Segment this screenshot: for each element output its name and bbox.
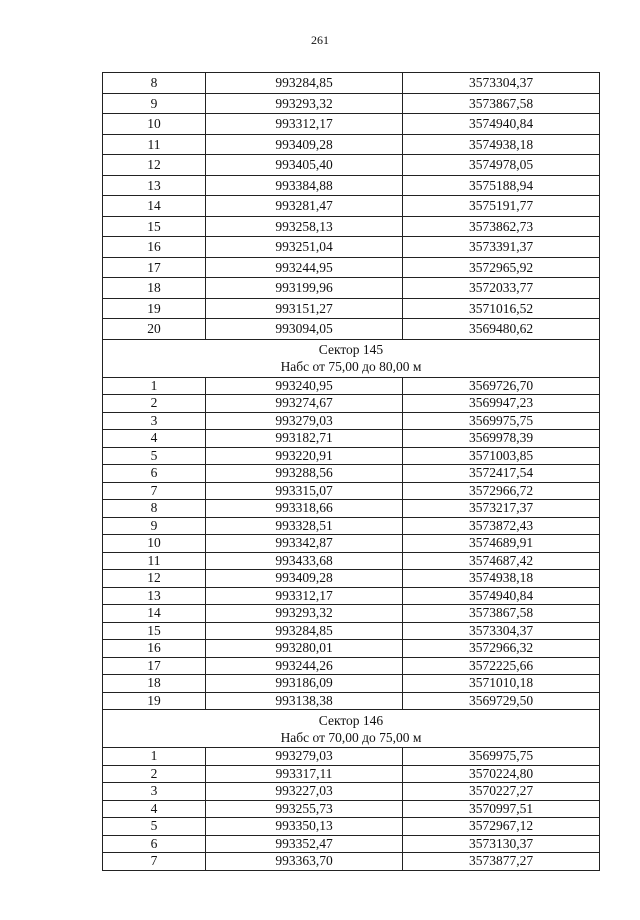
point-number-cell: 6 xyxy=(103,835,206,853)
table-row xyxy=(103,657,600,675)
table-row xyxy=(103,430,600,448)
table-row xyxy=(103,640,600,658)
point-number-cell: 1 xyxy=(103,748,206,766)
y-coordinate-cell: 3573862,73 xyxy=(403,216,600,237)
x-coordinate-cell: 993312,17 xyxy=(206,114,403,135)
table-row xyxy=(103,114,600,135)
y-coordinate-cell: 3571016,52 xyxy=(403,298,600,319)
point-number-cell: 4 xyxy=(103,800,206,818)
x-coordinate-cell: 993405,40 xyxy=(206,155,403,176)
y-coordinate-cell: 3574978,05 xyxy=(403,155,600,176)
coordinates-table xyxy=(102,72,600,871)
sector-header-row xyxy=(103,339,600,377)
table-row xyxy=(103,412,600,430)
table-row xyxy=(103,765,600,783)
point-number-cell: 11 xyxy=(103,552,206,570)
point-number-cell: 2 xyxy=(103,765,206,783)
y-coordinate-cell: 3569947,23 xyxy=(403,395,600,413)
x-coordinate-cell: 993433,68 xyxy=(206,552,403,570)
x-coordinate-cell: 993138,38 xyxy=(206,692,403,710)
y-coordinate-cell: 3569480,62 xyxy=(403,319,600,340)
table-row xyxy=(103,175,600,196)
point-number-cell: 1 xyxy=(103,377,206,395)
point-number-cell: 18 xyxy=(103,278,206,299)
table-row xyxy=(103,196,600,217)
y-coordinate-cell: 3573304,37 xyxy=(403,73,600,94)
table-row xyxy=(103,377,600,395)
x-coordinate-cell: 993151,27 xyxy=(206,298,403,319)
x-coordinate-cell: 993186,09 xyxy=(206,675,403,693)
point-number-cell: 9 xyxy=(103,517,206,535)
y-coordinate-cell: 3571010,18 xyxy=(403,675,600,693)
y-coordinate-cell: 3571003,85 xyxy=(403,447,600,465)
point-number-cell: 13 xyxy=(103,587,206,605)
point-number-cell: 15 xyxy=(103,622,206,640)
table-row xyxy=(103,853,600,871)
x-coordinate-cell: 993281,47 xyxy=(206,196,403,217)
x-coordinate-cell: 993284,85 xyxy=(206,73,403,94)
x-coordinate-cell: 993409,28 xyxy=(206,570,403,588)
x-coordinate-cell: 993342,87 xyxy=(206,535,403,553)
table-row xyxy=(103,278,600,299)
y-coordinate-cell: 3574940,84 xyxy=(403,114,600,135)
table-row xyxy=(103,552,600,570)
table-row xyxy=(103,587,600,605)
sector-title: Сектор 146 xyxy=(318,712,384,728)
point-number-cell: 14 xyxy=(103,605,206,623)
sector-header-row xyxy=(103,710,600,748)
table-row xyxy=(103,800,600,818)
point-number-cell: 5 xyxy=(103,818,206,836)
x-coordinate-cell: 993350,13 xyxy=(206,818,403,836)
x-coordinate-cell: 993363,70 xyxy=(206,853,403,871)
x-coordinate-cell: 993315,07 xyxy=(206,482,403,500)
y-coordinate-cell: 3574940,84 xyxy=(403,587,600,605)
table-row xyxy=(103,134,600,155)
point-number-cell: 16 xyxy=(103,640,206,658)
x-coordinate-cell: 993199,96 xyxy=(206,278,403,299)
point-number-cell: 17 xyxy=(103,257,206,278)
sector-header-cell xyxy=(103,710,600,748)
table-row xyxy=(103,748,600,766)
y-coordinate-cell: 3575188,94 xyxy=(403,175,600,196)
table-row xyxy=(103,319,600,340)
point-number-cell: 19 xyxy=(103,692,206,710)
x-coordinate-cell: 993284,85 xyxy=(206,622,403,640)
sector-elevation-range: Набс от 70,00 до 75,00 м xyxy=(280,729,422,745)
y-coordinate-cell: 3572417,54 xyxy=(403,465,600,483)
y-coordinate-cell: 3574938,18 xyxy=(403,134,600,155)
y-coordinate-cell: 3570227,27 xyxy=(403,783,600,801)
x-coordinate-cell: 993279,03 xyxy=(206,748,403,766)
point-number-cell: 8 xyxy=(103,73,206,94)
y-coordinate-cell: 3574689,91 xyxy=(403,535,600,553)
point-number-cell: 10 xyxy=(103,114,206,135)
y-coordinate-cell: 3570997,51 xyxy=(403,800,600,818)
table-row xyxy=(103,465,600,483)
point-number-cell: 4 xyxy=(103,430,206,448)
y-coordinate-cell: 3573867,58 xyxy=(403,605,600,623)
sector-header-cell xyxy=(103,339,600,377)
x-coordinate-cell: 993220,91 xyxy=(206,447,403,465)
table-row xyxy=(103,675,600,693)
point-number-cell: 5 xyxy=(103,447,206,465)
point-number-cell: 17 xyxy=(103,657,206,675)
x-coordinate-cell: 993255,73 xyxy=(206,800,403,818)
y-coordinate-cell: 3573877,27 xyxy=(403,853,600,871)
point-number-cell: 6 xyxy=(103,465,206,483)
y-coordinate-cell: 3572225,66 xyxy=(403,657,600,675)
y-coordinate-cell: 3574687,42 xyxy=(403,552,600,570)
x-coordinate-cell: 993384,88 xyxy=(206,175,403,196)
y-coordinate-cell: 3570224,80 xyxy=(403,765,600,783)
x-coordinate-cell: 993288,56 xyxy=(206,465,403,483)
point-number-cell: 14 xyxy=(103,196,206,217)
sector-elevation-range: Набс от 75,00 до 80,00 м xyxy=(280,359,422,374)
point-number-cell: 3 xyxy=(103,783,206,801)
table-row xyxy=(103,447,600,465)
table-row xyxy=(103,500,600,518)
y-coordinate-cell: 3569975,75 xyxy=(403,412,600,430)
x-coordinate-cell: 993293,32 xyxy=(206,93,403,114)
point-number-cell: 7 xyxy=(103,482,206,500)
table-row xyxy=(103,482,600,500)
coordinates-table-body xyxy=(103,73,600,871)
table-row xyxy=(103,93,600,114)
table-row xyxy=(103,73,600,94)
y-coordinate-cell: 3573304,37 xyxy=(403,622,600,640)
y-coordinate-cell: 3574938,18 xyxy=(403,570,600,588)
point-number-cell: 3 xyxy=(103,412,206,430)
x-coordinate-cell: 993317,11 xyxy=(206,765,403,783)
table-row xyxy=(103,692,600,710)
x-coordinate-cell: 993240,95 xyxy=(206,377,403,395)
x-coordinate-cell: 993244,26 xyxy=(206,657,403,675)
x-coordinate-cell: 993293,32 xyxy=(206,605,403,623)
table-row xyxy=(103,535,600,553)
x-coordinate-cell: 993280,01 xyxy=(206,640,403,658)
y-coordinate-cell: 3573872,43 xyxy=(403,517,600,535)
x-coordinate-cell: 993258,13 xyxy=(206,216,403,237)
point-number-cell: 2 xyxy=(103,395,206,413)
y-coordinate-cell: 3573391,37 xyxy=(403,237,600,258)
y-coordinate-cell: 3573867,58 xyxy=(403,93,600,114)
point-number-cell: 16 xyxy=(103,237,206,258)
point-number-cell: 12 xyxy=(103,155,206,176)
x-coordinate-cell: 993274,67 xyxy=(206,395,403,413)
y-coordinate-cell: 3569729,50 xyxy=(403,692,600,710)
point-number-cell: 13 xyxy=(103,175,206,196)
x-coordinate-cell: 993251,04 xyxy=(206,237,403,258)
x-coordinate-cell: 993318,66 xyxy=(206,500,403,518)
point-number-cell: 7 xyxy=(103,853,206,871)
x-coordinate-cell: 993244,95 xyxy=(206,257,403,278)
point-number-cell: 18 xyxy=(103,675,206,693)
x-coordinate-cell: 993352,47 xyxy=(206,835,403,853)
y-coordinate-cell: 3573217,37 xyxy=(403,500,600,518)
y-coordinate-cell: 3569978,39 xyxy=(403,430,600,448)
table-row xyxy=(103,818,600,836)
y-coordinate-cell: 3569975,75 xyxy=(403,748,600,766)
x-coordinate-cell: 993227,03 xyxy=(206,783,403,801)
x-coordinate-cell: 993279,03 xyxy=(206,412,403,430)
x-coordinate-cell: 993094,05 xyxy=(206,319,403,340)
y-coordinate-cell: 3572033,77 xyxy=(403,278,600,299)
table-row xyxy=(103,622,600,640)
y-coordinate-cell: 3572965,92 xyxy=(403,257,600,278)
point-number-cell: 12 xyxy=(103,570,206,588)
table-row xyxy=(103,298,600,319)
table-row xyxy=(103,257,600,278)
y-coordinate-cell: 3572966,72 xyxy=(403,482,600,500)
x-coordinate-cell: 993328,51 xyxy=(206,517,403,535)
point-number-cell: 11 xyxy=(103,134,206,155)
table-row xyxy=(103,395,600,413)
table-row xyxy=(103,605,600,623)
sector-title: Сектор 145 xyxy=(318,342,384,357)
y-coordinate-cell: 3573130,37 xyxy=(403,835,600,853)
point-number-cell: 10 xyxy=(103,535,206,553)
y-coordinate-cell: 3572967,12 xyxy=(403,818,600,836)
table-row xyxy=(103,155,600,176)
table-row xyxy=(103,216,600,237)
table-row xyxy=(103,783,600,801)
point-number-cell: 9 xyxy=(103,93,206,114)
y-coordinate-cell: 3572966,32 xyxy=(403,640,600,658)
table-row xyxy=(103,835,600,853)
page-number: 261 xyxy=(311,33,329,47)
x-coordinate-cell: 993182,71 xyxy=(206,430,403,448)
x-coordinate-cell: 993409,28 xyxy=(206,134,403,155)
y-coordinate-cell: 3575191,77 xyxy=(403,196,600,217)
point-number-cell: 20 xyxy=(103,319,206,340)
point-number-cell: 19 xyxy=(103,298,206,319)
y-coordinate-cell: 3569726,70 xyxy=(403,377,600,395)
point-number-cell: 15 xyxy=(103,216,206,237)
point-number-cell: 8 xyxy=(103,500,206,518)
table-row xyxy=(103,570,600,588)
table-row xyxy=(103,517,600,535)
x-coordinate-cell: 993312,17 xyxy=(206,587,403,605)
table-row xyxy=(103,237,600,258)
